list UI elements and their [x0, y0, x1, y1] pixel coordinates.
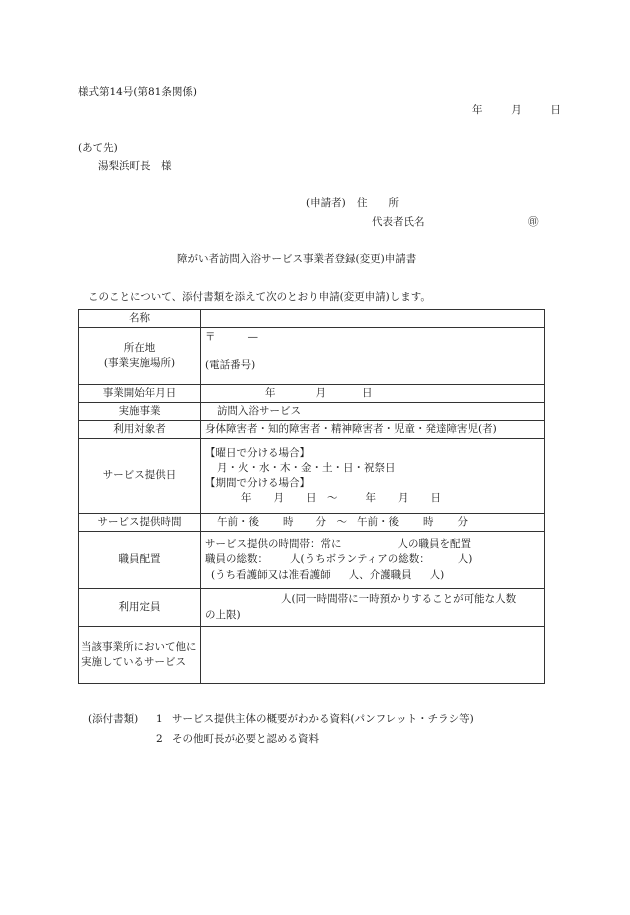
- time-ampm-1: 午前・後: [217, 515, 259, 528]
- location-value[interactable]: [201, 328, 545, 385]
- attachments-label: (添付書類): [88, 713, 139, 725]
- postal-dash: —: [247, 331, 258, 343]
- staff-line2-c: 人): [457, 553, 473, 566]
- name-value[interactable]: [201, 310, 545, 328]
- applicant-label: (申請者): [306, 197, 346, 209]
- row-service-time: [79, 514, 545, 532]
- staff-value[interactable]: [201, 532, 545, 589]
- document-title: 障がい者訪問入浴サービス事業者登録(変更)申請書: [177, 253, 417, 265]
- service-day-label: サービス提供日: [79, 439, 201, 514]
- business-value: [201, 403, 545, 421]
- location-label-line1: 所在地: [123, 341, 156, 354]
- addressee-label: (あて先): [78, 142, 118, 154]
- time-ampm-2: 午前・後: [357, 515, 399, 528]
- weekday-value: 月・火・水・木・金・土・日・祝祭日: [217, 461, 396, 474]
- date-year: 年: [472, 104, 483, 116]
- staff-line-2: [205, 552, 540, 567]
- row-capacity: [79, 589, 545, 627]
- applicant-address-label: 住 所: [357, 197, 399, 209]
- postal-line: [205, 330, 540, 345]
- staff-line2-b: 人(うちボランティアの総数：: [290, 553, 430, 566]
- staff-line3-c: 人): [429, 568, 445, 581]
- service-time-label: サービス提供時間: [79, 514, 201, 532]
- staff-label: 職員配置: [79, 532, 201, 589]
- row-business: [79, 403, 545, 421]
- row-service-day: [79, 439, 545, 514]
- staff-line-1: [205, 537, 540, 552]
- application-table: [78, 309, 545, 684]
- period-month-2: 月: [398, 492, 409, 505]
- time-minute-1: 分 ～: [315, 515, 347, 528]
- date-month: 月: [511, 104, 522, 116]
- service-time-value[interactable]: [201, 514, 545, 532]
- time-minute-2: 分: [457, 515, 468, 528]
- period-day-2: 日: [430, 492, 441, 505]
- start-day: 日: [362, 386, 373, 399]
- time-hour-2: 時: [423, 515, 434, 528]
- location-label: [79, 328, 201, 385]
- period-day-1: 日 ～: [306, 492, 338, 505]
- staff-line3-a: (うち看護師又は准看護師: [211, 568, 331, 581]
- phone-label: (電話番号): [205, 359, 256, 372]
- start-date-label: 事業開始年月日: [79, 385, 201, 403]
- time-hour-1: 時: [283, 515, 294, 528]
- staff-line1-b: 人の職員を配置: [397, 538, 471, 551]
- start-date-value[interactable]: [201, 385, 545, 403]
- start-month: 月: [315, 386, 326, 399]
- seal-mark: ㊞: [528, 216, 539, 228]
- period-year-1: 年: [241, 492, 252, 505]
- target-value: 身体障害者・知的障害者・精神障害者・児童・発達障害児(者): [201, 421, 545, 439]
- period-month-1: 月: [273, 492, 284, 505]
- start-year: 年: [265, 386, 276, 399]
- row-start-date: [79, 385, 545, 403]
- staff-line1-a: サービス提供の時間帯：常に: [205, 538, 342, 551]
- row-staff: [79, 532, 545, 589]
- row-target: [79, 421, 545, 439]
- attachment-1-text: サービス提供主体の概要がわかる資料(パンフレット・チラシ等): [172, 713, 474, 725]
- capacity-value[interactable]: [201, 589, 545, 627]
- row-name: [79, 310, 545, 328]
- form-number: 様式第14号(第81条関係): [78, 86, 197, 98]
- business-text: 訪問入浴サービス: [217, 404, 301, 417]
- intro-text: このことについて、添付書類を添えて次のとおり申請(変更申請)します。: [88, 291, 431, 303]
- capacity-line-1: 人(同一時間帯に一時預かりすることが可能な人数: [281, 593, 517, 606]
- addressee-name: 湯梨浜町長 様: [98, 160, 172, 172]
- date-line: [472, 104, 561, 117]
- weekday-heading: 【曜日で分ける場合】: [205, 446, 310, 459]
- staff-line-3: [205, 568, 540, 583]
- location-label-line2: (事業実施場所): [103, 357, 176, 369]
- date-day: 日: [550, 104, 561, 116]
- attachment-2-number: 2: [156, 733, 163, 745]
- other-services-value[interactable]: [201, 627, 545, 684]
- applicant-rep-label: 代表者氏名: [372, 216, 425, 228]
- period-heading: 【期間で分ける場合】: [205, 477, 310, 489]
- business-label: 実施事業: [79, 403, 201, 421]
- period-year-2: 年: [365, 492, 376, 505]
- row-other-services: [79, 627, 545, 684]
- attachment-2-text: その他町長が必要と認める資料: [172, 733, 319, 745]
- attachment-1-number: 1: [156, 713, 163, 725]
- staff-line3-b: 人、介護職員: [348, 568, 412, 581]
- period-value: [205, 491, 540, 506]
- capacity-line-2: の上限): [205, 608, 241, 621]
- service-day-value[interactable]: [201, 439, 545, 514]
- other-services-label: 当該事業所において他に実施しているサービス: [79, 627, 201, 684]
- staff-line2-a: 職員の総数：: [205, 553, 268, 566]
- target-label: 利用対象者: [79, 421, 201, 439]
- row-location: [79, 328, 545, 385]
- capacity-label: 利用定員: [79, 589, 201, 627]
- postal-mark: 〒: [205, 331, 216, 343]
- name-label: 名称: [79, 310, 201, 328]
